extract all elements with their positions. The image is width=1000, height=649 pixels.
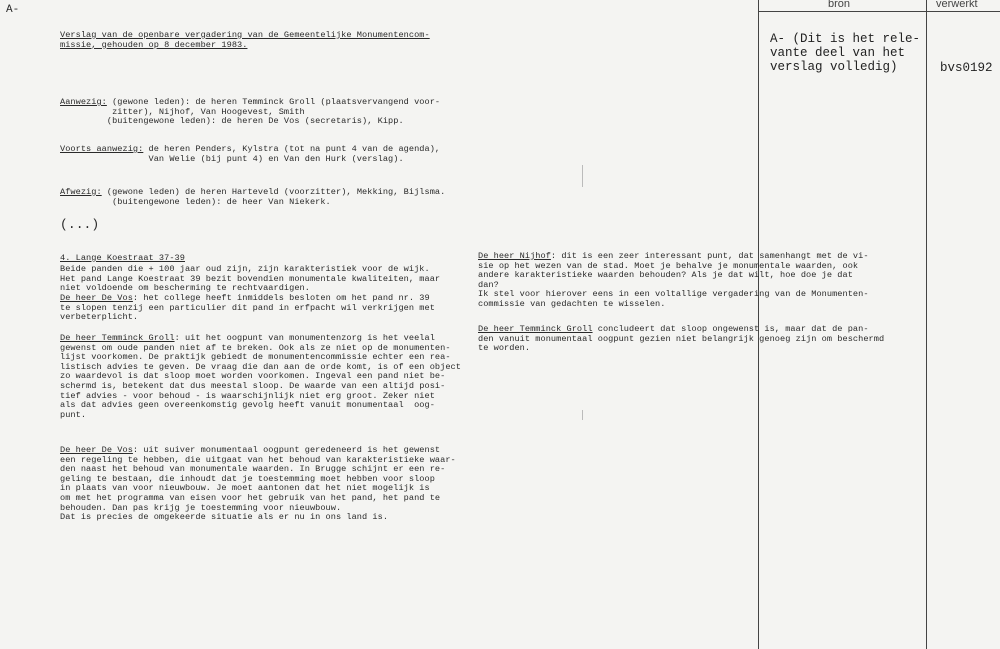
de-vos-text: : uit suiver monumentaal oogpunt geredeneerd is het gewenst een regeling te hebben, die uitgaat van het behoud van karakteristieke waar- den naast het behoud van monumentale waarden. In Brugge schijnt er een re- geling te bestaan, die inhoudt dat je toestemming moet hebben voor sloop in plaats van voor nieuwbouw. Je moet aantonen dat het niet mogelijk is om met het programma van eisen voor het gebruik van het pand, het pand te behouden. Dan pas krijg je toestemming voor nieuwbouw. Dat is precies de omgekeerde situatie als er nu in ons land is. <box>60 445 456 523</box>
de-vos-label: De heer De Vos <box>60 445 133 455</box>
de-vos-statement-1 <box>60 294 435 323</box>
present-label: Aanwezig: <box>60 97 107 107</box>
de-vos-label: De heer De Vos <box>60 293 133 303</box>
scan-mark <box>582 410 583 420</box>
absent-text: (gewone leden) de heren Harteveld (voorzitter), Mekking, Bijlsma. (buitengewone leden): de heer Van Niekerk. <box>106 187 446 207</box>
also-present-block <box>60 145 440 164</box>
ellipsis: (...) <box>60 217 100 232</box>
temminck-groll-label: De heer Temminck Groll <box>60 333 175 343</box>
present-block <box>60 98 440 127</box>
temminck-groll-text: : uit het oogpunt van monumentenzorg is het veelal gewenst om oude panden niet af te breken. Ook als ze niet op de monumenten- lijst voorkomen. De praktijk gebiedt de monumentencommissie echter een rea- listisch advies te geven. De vraag die dan aan de orde komt, is of een object zo waardevol is dat sloop moet worden voorkomen. Ingeval een pand niet be- schermd is, betekent dat dus meestal sloop. De waarde van een altijd posi- tief advies - voor behoud - is waarschijnlijk niet erg groot. Zeker niet als dat advies geen overeenkomstig gevolg heeft vanuit monumentaal oog- punt. <box>60 333 461 420</box>
scan-mark <box>582 165 583 187</box>
temminck-groll-statement-1 <box>60 334 461 420</box>
absent-label: Afwezig: <box>60 187 102 197</box>
nijhof-text: : dit is een zeer interessant punt, dat samenhangt met de vi- sie op het wezen van de stad. Moet je behalve je monumentale waarden, ook andere karakteristieke waarden behouden? Als je dat wilt, hoe doe je dat dan? Ik stel voor hierover eens in een voltallige vergadering van de Monumenten- commissie van gedachten te wisselen. <box>478 251 869 309</box>
corner-label: A- <box>6 4 20 16</box>
temminck-groll-label: De heer Temminck Groll <box>478 324 593 334</box>
header-verwerkt: verwerkt <box>936 0 978 10</box>
de-vos-text: : het college heeft inmiddels besloten om het pand nr. 39 te slopen tenzij een particulier dit pand in erfpacht wil verkrijgen met verbeterplicht. <box>60 293 435 323</box>
temminck-groll-conclusion <box>478 325 884 354</box>
header-rule <box>758 11 1000 12</box>
item-4-intro: Beide panden die + 100 jaar oud zijn, zijn karakteristiek voor de wijk. Het pand Lange Koestraat 39 bezit bovendien monumentale kwaliteiten, maar niet voldoende om bescherming te rechtvaardigen. <box>60 264 441 294</box>
de-vos-statement-2 <box>60 446 456 523</box>
nijhof-label: De heer Nijhof <box>478 251 551 261</box>
report-title-line-2: missie, gehouden op 8 december 1983. <box>60 40 248 50</box>
header-bron: bron <box>828 0 851 10</box>
column-divider-right <box>926 0 927 649</box>
nijhof-statement <box>478 252 869 310</box>
temminck-groll-conclusion-text: concludeert dat sloop ongewenst is, maar dat de pan- den vanuit monumentaal oogpunt gezien niet belangrijk genoeg zijn om beschermd te worden. <box>478 324 885 354</box>
present-text: (gewone leden): de heren Temminck Groll (plaatsvervangend voor- zitter), Nijhof, Van Hoogevest, Smith (buitengewone leden): de heren De Vos (secretaris), Kipp. <box>106 97 441 127</box>
also-present-text: de heren Penders, Kylstra (tot na punt 4 van de agenda), Van Welie (bij punt 4) en Van den Hurk (verslag). <box>148 144 441 164</box>
absent-block <box>60 188 445 207</box>
processed-code: bvs0192 <box>940 61 993 75</box>
item-4-heading: 4. Lange Koestraat 37-39 <box>60 253 185 263</box>
source-note: A- (Dit is het rele- vante deel van het verslag volledig) <box>770 32 921 74</box>
also-present-label: Voorts aanwezig: <box>60 144 144 154</box>
report-title-line-1: Verslag van de openbare vergadering van de Gemeentelijke Monumentencom- <box>60 30 430 40</box>
